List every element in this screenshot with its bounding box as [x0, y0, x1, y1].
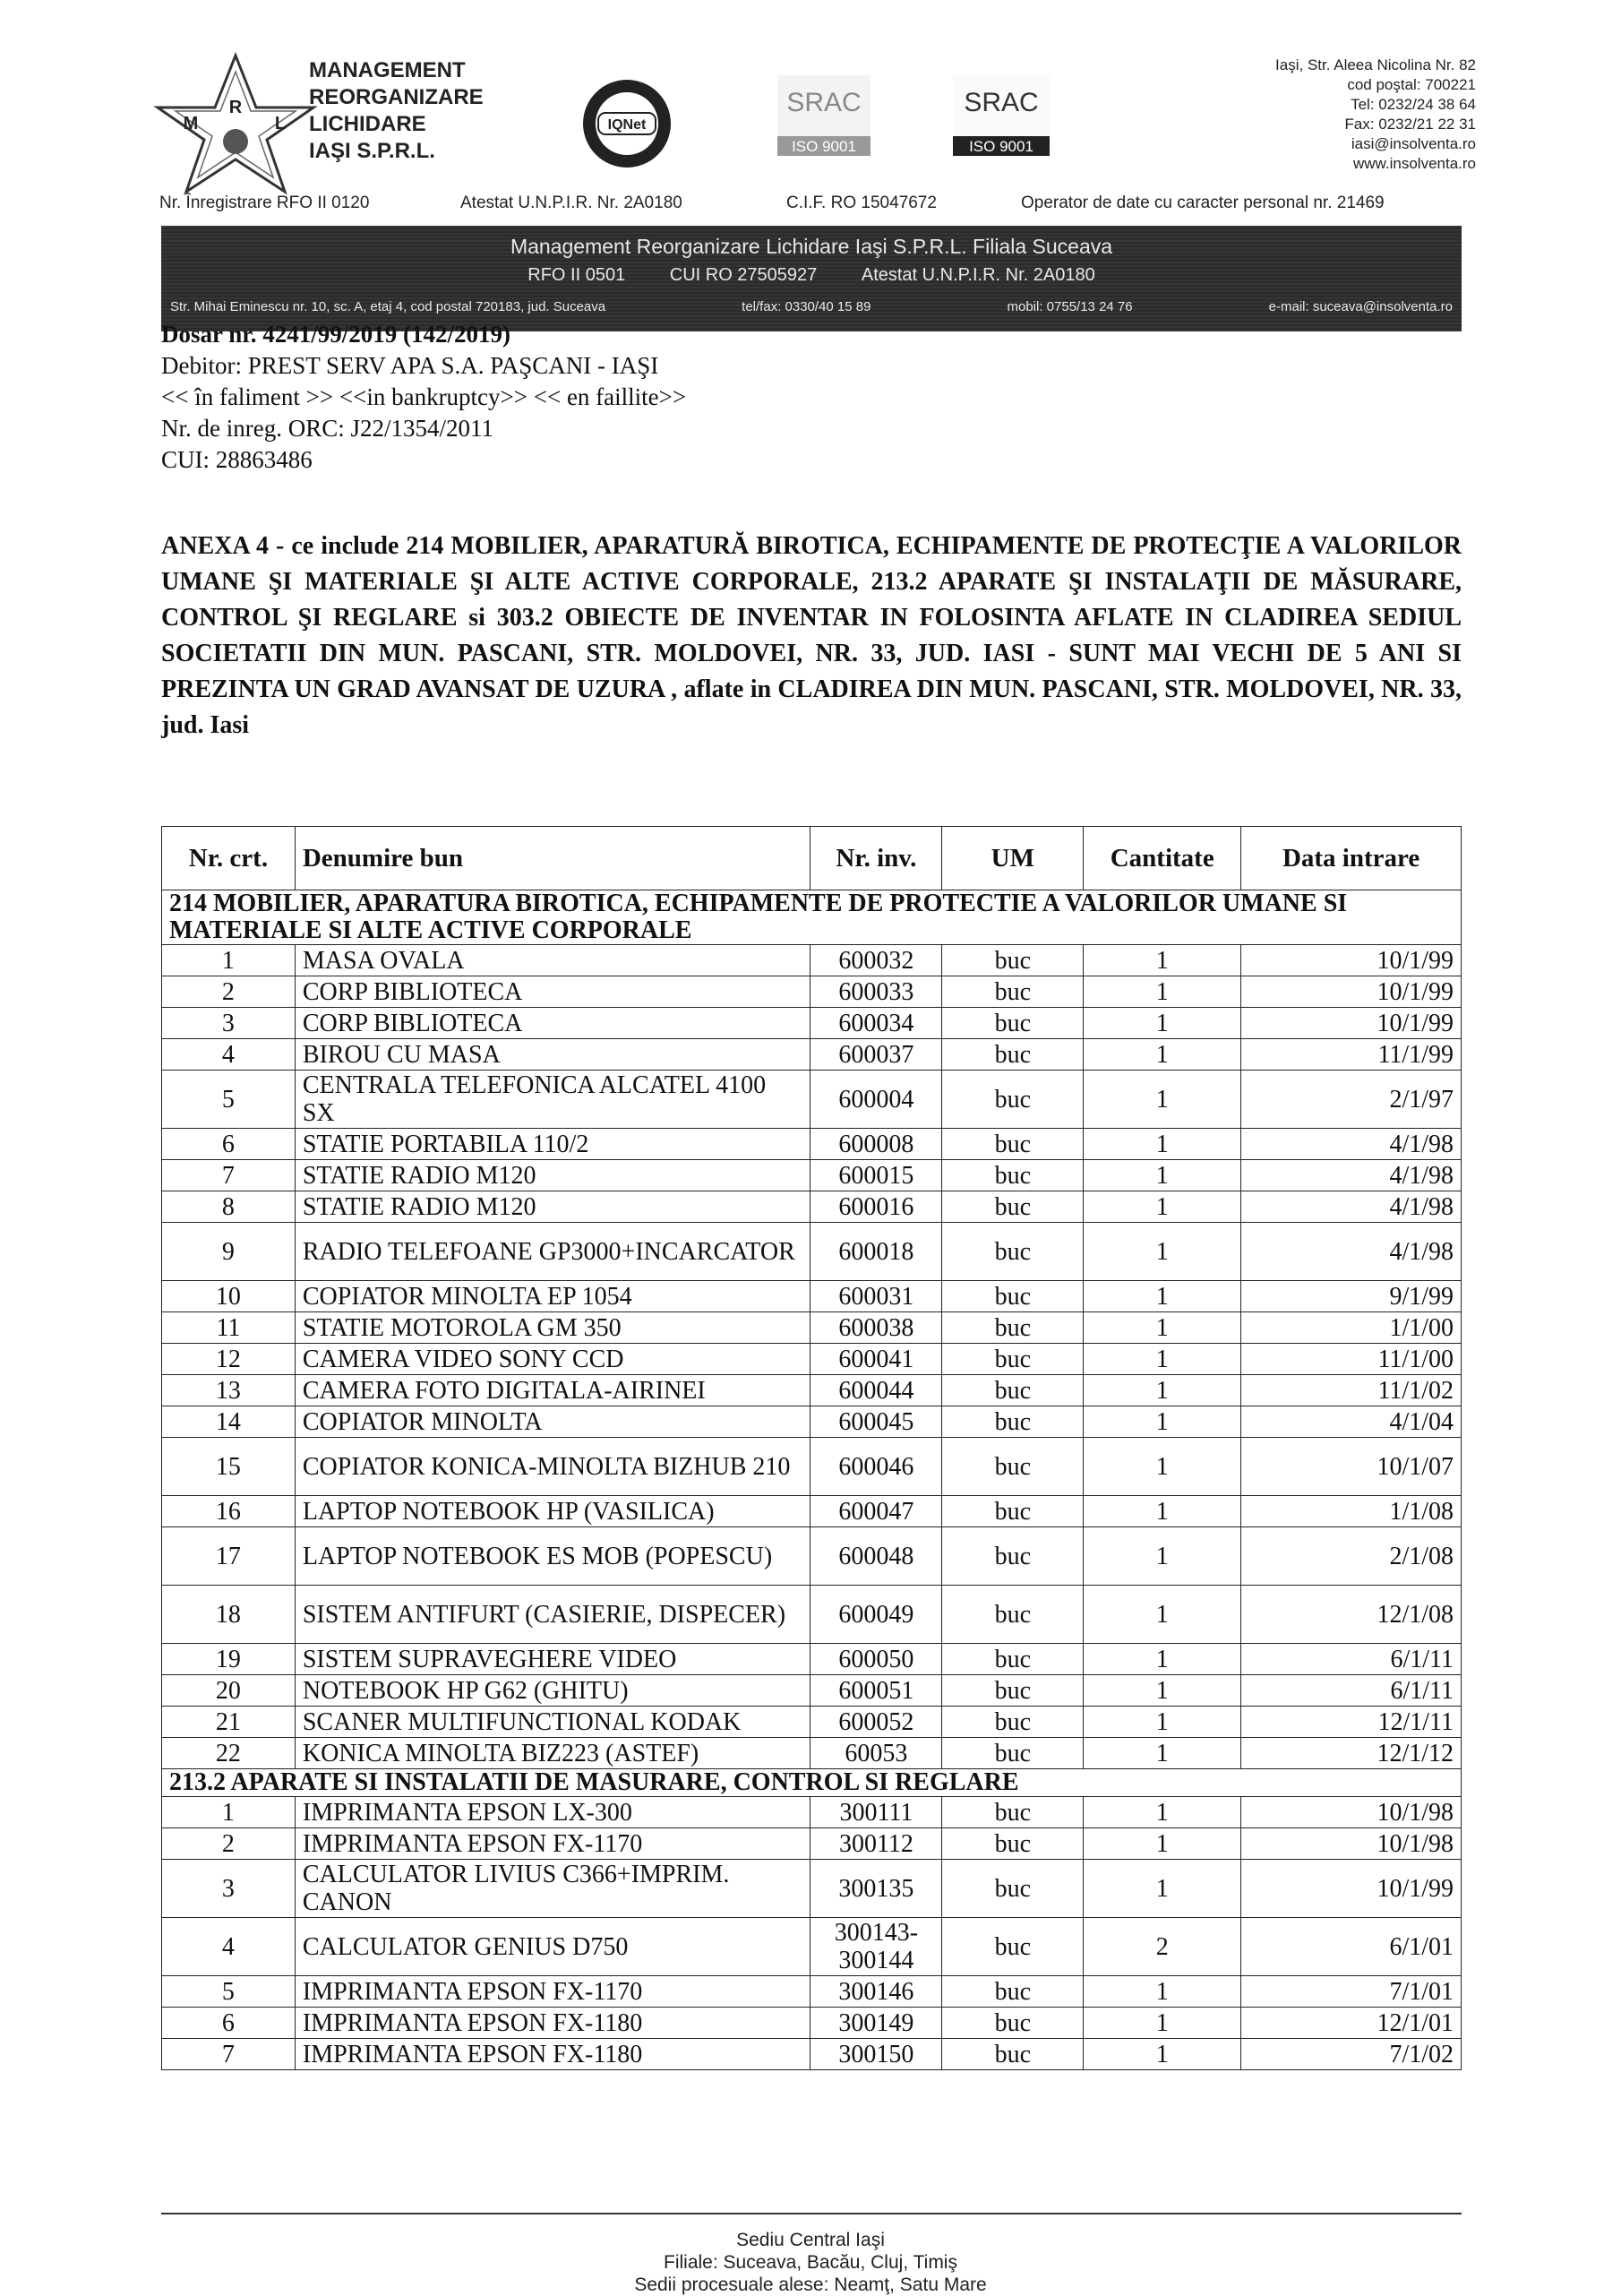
unit: buc	[942, 1039, 1084, 1071]
quantity: 2	[1084, 1918, 1241, 1976]
inventory-table	[161, 826, 1462, 2070]
quantity: 1	[1084, 1828, 1241, 1860]
company-line: MANAGEMENT	[309, 58, 466, 82]
entry-date: 6/1/01	[1241, 1918, 1462, 1976]
unit: buc	[942, 1191, 1084, 1223]
item-name: IMPRIMANTA EPSON LX-300	[295, 1797, 810, 1828]
quantity: 1	[1084, 1738, 1241, 1769]
table-row	[162, 1675, 1462, 1707]
entry-date: 4/1/98	[1241, 1160, 1462, 1191]
srac-cert-2	[953, 75, 1050, 156]
orc-number: Nr. de inreg. ORC: J22/1354/2011	[161, 415, 493, 442]
table-row	[162, 1312, 1462, 1344]
entry-date: 10/1/07	[1241, 1438, 1462, 1496]
row-number: 20	[162, 1675, 296, 1707]
table-row	[162, 1738, 1462, 1769]
row-number: 2	[162, 1828, 296, 1860]
entry-date: 7/1/02	[1241, 2039, 1462, 2070]
logo-letter-m: M	[183, 114, 199, 133]
footer-line: Filiale: Suceava, Bacău, Cluj, Timiş	[664, 2252, 957, 2273]
debitor: Debitor: PREST SERV APA S.A. PAŞCANI - IAŞI	[161, 352, 659, 379]
row-number: 21	[162, 1707, 296, 1738]
unit: buc	[942, 945, 1084, 976]
unit: buc	[942, 1738, 1084, 1769]
srac-cert-1	[777, 75, 871, 156]
item-name: COPIATOR MINOLTA	[295, 1406, 810, 1438]
inventory-number: 600048	[810, 1527, 942, 1586]
table-row	[162, 1918, 1462, 1976]
section-header-row	[162, 890, 1462, 945]
item-name: IMPRIMANTA EPSON FX-1180	[295, 2008, 810, 2039]
banner-mobil: mobil: 0755/13 24 76	[1007, 299, 1133, 314]
inventory-number: 600037	[810, 1039, 942, 1071]
banner-contact	[170, 299, 1453, 314]
unit: buc	[942, 1223, 1084, 1281]
item-name: IMPRIMANTA EPSON FX-1170	[295, 1976, 810, 2008]
inventory-number: 300150	[810, 2039, 942, 2070]
footer-line: Sediu Central Iaşi	[736, 2230, 885, 2250]
item-name: CAMERA VIDEO SONY CCD	[295, 1344, 810, 1375]
table-row	[162, 1008, 1462, 1039]
item-name: IMPRIMANTA EPSON FX-1170	[295, 1828, 810, 1860]
table-row	[162, 1160, 1462, 1191]
item-name: IMPRIMANTA EPSON FX-1180	[295, 2039, 810, 2070]
inventory-number: 300146	[810, 1976, 942, 2008]
entry-date: 10/1/98	[1241, 1797, 1462, 1828]
table-row	[162, 1527, 1462, 1586]
unit: buc	[942, 1438, 1084, 1496]
col-header-nr: Nr. crt.	[162, 827, 296, 890]
row-number: 1	[162, 1797, 296, 1828]
table-row	[162, 1129, 1462, 1160]
banner-cui: CUI RO 27505927	[669, 265, 818, 285]
entry-date: 12/1/01	[1241, 2008, 1462, 2039]
entry-date: 10/1/99	[1241, 1860, 1462, 1918]
unit: buc	[942, 1918, 1084, 1976]
table-row	[162, 1976, 1462, 2008]
banner-atestat: Atestat U.N.P.I.R. Nr. 2A0180	[861, 265, 1095, 285]
quantity: 1	[1084, 1496, 1241, 1527]
quantity: 1	[1084, 1008, 1241, 1039]
row-number: 15	[162, 1438, 296, 1496]
section-header-row	[162, 1769, 1462, 1797]
quantity: 1	[1084, 1281, 1241, 1312]
row-number: 19	[162, 1644, 296, 1675]
item-name: RADIO TELEFOANE GP3000+INCARCATOR	[295, 1223, 810, 1281]
contact-address	[1275, 56, 1476, 174]
row-number: 9	[162, 1223, 296, 1281]
row-number: 3	[162, 1860, 296, 1918]
unit: buc	[942, 1644, 1084, 1675]
unit: buc	[942, 1312, 1084, 1344]
unit: buc	[942, 2008, 1084, 2039]
quantity: 1	[1084, 976, 1241, 1008]
quantity: 1	[1084, 1071, 1241, 1129]
inventory-number: 600033	[810, 976, 942, 1008]
unit: buc	[942, 1406, 1084, 1438]
unit: buc	[942, 1375, 1084, 1406]
item-name: CORP BIBLIOTECA	[295, 976, 810, 1008]
inventory-number: 300111	[810, 1797, 942, 1828]
table-row	[162, 945, 1462, 976]
svg-text:SRAC: SRAC	[964, 88, 1039, 117]
quantity: 1	[1084, 1527, 1241, 1586]
entry-date: 11/1/99	[1241, 1039, 1462, 1071]
svg-text:SRAC: SRAC	[786, 88, 862, 117]
svg-text:IQNet: IQNet	[607, 117, 647, 133]
row-number: 4	[162, 1918, 296, 1976]
unit: buc	[942, 1281, 1084, 1312]
unit: buc	[942, 2039, 1084, 2070]
row-number: 7	[162, 2039, 296, 2070]
quantity: 1	[1084, 2039, 1241, 2070]
quantity: 1	[1084, 1375, 1241, 1406]
table-row	[162, 1071, 1462, 1129]
row-number: 4	[162, 1039, 296, 1071]
inventory-number: 600018	[810, 1223, 942, 1281]
entry-date: 10/1/99	[1241, 945, 1462, 976]
entry-date: 2/1/97	[1241, 1071, 1462, 1129]
unit: buc	[942, 1071, 1084, 1129]
table-row	[162, 1797, 1462, 1828]
inventory-number: 600051	[810, 1675, 942, 1707]
address-line: Tel: 0232/24 38 64	[1351, 96, 1476, 113]
inventory-number: 600052	[810, 1707, 942, 1738]
item-name: BIROU CU MASA	[295, 1039, 810, 1071]
row-number: 3	[162, 1008, 296, 1039]
table-row	[162, 1191, 1462, 1223]
inventory-number: 600016	[810, 1191, 942, 1223]
website-link[interactable]: www.insolventa.ro	[1352, 155, 1476, 172]
row-number: 8	[162, 1191, 296, 1223]
quantity: 1	[1084, 1039, 1241, 1071]
operator-number: Operator de date cu caracter personal nr. 21469	[1021, 193, 1385, 212]
entry-date: 11/1/02	[1241, 1375, 1462, 1406]
inventory-number: 600049	[810, 1586, 942, 1644]
quantity: 1	[1084, 1675, 1241, 1707]
quantity: 1	[1084, 1707, 1241, 1738]
table-row	[162, 1438, 1462, 1496]
inventory-number: 600034	[810, 1008, 942, 1039]
entry-date: 10/1/98	[1241, 1828, 1462, 1860]
table-row	[162, 1039, 1462, 1071]
quantity: 1	[1084, 1344, 1241, 1375]
unit: buc	[942, 1797, 1084, 1828]
entry-date: 1/1/08	[1241, 1496, 1462, 1527]
email-link[interactable]: iasi@insolventa.ro	[1351, 135, 1476, 152]
item-name: CAMERA FOTO DIGITALA-AIRINEI	[295, 1375, 810, 1406]
cif-number: C.I.F. RO 15047672	[786, 193, 937, 212]
unit: buc	[942, 1675, 1084, 1707]
inventory-number: 600041	[810, 1344, 942, 1375]
table-row	[162, 2039, 1462, 2070]
entry-date: 11/1/00	[1241, 1344, 1462, 1375]
quantity: 1	[1084, 1312, 1241, 1344]
inventory-number: 600031	[810, 1281, 942, 1312]
svg-text:ISO 9001: ISO 9001	[969, 138, 1033, 155]
entry-date: 4/1/98	[1241, 1191, 1462, 1223]
inventory-number: 600044	[810, 1375, 942, 1406]
logo-letter-r: R	[228, 98, 243, 117]
atestat-number: Atestat U.N.P.I.R. Nr. 2A0180	[460, 193, 682, 212]
unit: buc	[942, 1976, 1084, 2008]
inventory-number: 600050	[810, 1644, 942, 1675]
col-header-name: Denumire bun	[295, 827, 810, 890]
dosar-number: Dosar nr. 4241/99/2019 (142/2019)	[161, 321, 511, 348]
entry-date: 6/1/11	[1241, 1644, 1462, 1675]
table-row	[162, 1828, 1462, 1860]
quantity: 1	[1084, 1797, 1241, 1828]
banner-email[interactable]: e-mail: suceava@insolventa.ro	[1268, 299, 1453, 314]
footer-line: Sedii procesuale alese: Neamţ, Satu Mare	[634, 2275, 987, 2295]
inventory-number: 600008	[810, 1129, 942, 1160]
inventory-number: 300112	[810, 1828, 942, 1860]
item-name: COPIATOR KONICA-MINOLTA BIZHUB 210	[295, 1438, 810, 1496]
row-number: 12	[162, 1344, 296, 1375]
item-name: SCANER MULTIFUNCTIONAL KODAK	[295, 1707, 810, 1738]
company-line: LICHIDARE	[309, 112, 426, 136]
table-row	[162, 2008, 1462, 2039]
item-name: CENTRALA TELEFONICA ALCATEL 4100 SX	[295, 1071, 810, 1129]
company-name	[309, 57, 484, 165]
entry-date: 12/1/11	[1241, 1707, 1462, 1738]
banner-telfax: tel/fax: 0330/40 15 89	[742, 299, 871, 314]
col-header-inv: Nr. inv.	[810, 827, 942, 890]
item-name: STATIE RADIO M120	[295, 1160, 810, 1191]
row-number: 7	[162, 1160, 296, 1191]
row-number: 22	[162, 1738, 296, 1769]
table-row	[162, 1344, 1462, 1375]
row-number: 17	[162, 1527, 296, 1586]
inventory-number: 600004	[810, 1071, 942, 1129]
entry-date: 6/1/11	[1241, 1675, 1462, 1707]
row-number: 2	[162, 976, 296, 1008]
quantity: 1	[1084, 2008, 1241, 2039]
reg-number: Nr. Înregistrare RFO II 0120	[159, 193, 370, 212]
item-name: CORP BIBLIOTECA	[295, 1008, 810, 1039]
entry-date: 2/1/08	[1241, 1527, 1462, 1586]
company-line: IAŞI S.P.R.L.	[309, 139, 435, 163]
item-name: STATIE RADIO M120	[295, 1191, 810, 1223]
quantity: 1	[1084, 1586, 1241, 1644]
inventory-number: 600045	[810, 1406, 942, 1438]
quantity: 1	[1084, 1644, 1241, 1675]
item-name: STATIE MOTOROLA GM 350	[295, 1312, 810, 1344]
row-number: 6	[162, 2008, 296, 2039]
row-number: 5	[162, 1071, 296, 1129]
unit: buc	[942, 1344, 1084, 1375]
annex-heading: ANEXA 4 - ce include 214 MOBILIER, APARATURĂ BIROTICA, ECHIPAMENTE DE PROTECŢIE A VALORILOR UMANE ŞI MATERIALE ŞI ALTE ACTIVE CORPORALE, 213.2 APARATE ŞI INSTALAŢII DE MĂSURARE, CONTROL ŞI REGLARE si 303.2 OBIECTE DE INVENTAR IN FOLOSINTA AFLATE IN CLADIREA SEDIUL SOCIETATII DIN MUN. PASCANI, STR. MOLDOVEI, NR. 33, JUD. IASI - SUNT MAI VECHI DE 5 ANI SI PREZINTA UN GRAD AVANSAT DE UZURA , aflate in CLADIREA DIN MUN. PASCANI, STR. MOLDOVEI, NR. 33, jud. Iasi	[161, 532, 1462, 739]
entry-date: 9/1/99	[1241, 1281, 1462, 1312]
quantity: 1	[1084, 945, 1241, 976]
row-number: 14	[162, 1406, 296, 1438]
item-name: COPIATOR MINOLTA EP 1054	[295, 1281, 810, 1312]
inventory-number: 600038	[810, 1312, 942, 1344]
footer-divider	[161, 2213, 1462, 2214]
row-number: 13	[162, 1375, 296, 1406]
item-name: LAPTOP NOTEBOOK HP (VASILICA)	[295, 1496, 810, 1527]
row-number: 1	[162, 945, 296, 976]
unit: buc	[942, 1586, 1084, 1644]
company-logo	[150, 52, 321, 195]
item-name: LAPTOP NOTEBOOK ES MOB (POPESCU)	[295, 1527, 810, 1586]
row-number: 16	[162, 1496, 296, 1527]
row-number: 18	[162, 1586, 296, 1644]
iqnet-cert-mark	[580, 77, 673, 170]
item-name: STATIE PORTABILA 110/2	[295, 1129, 810, 1160]
item-name: SISTEM ANTIFURT (CASIERIE, DISPECER)	[295, 1586, 810, 1644]
row-number: 11	[162, 1312, 296, 1344]
banner-title: Management Reorganizare Lichidare Iaşi S.P.R.L. Filiala Suceava	[510, 235, 1113, 258]
quantity: 1	[1084, 1223, 1241, 1281]
entry-date: 4/1/98	[1241, 1223, 1462, 1281]
quantity: 1	[1084, 1860, 1241, 1918]
item-name: CALCULATOR LIVIUS C366+IMPRIM. CANON	[295, 1860, 810, 1918]
item-name: NOTEBOOK HP G62 (GHITU)	[295, 1675, 810, 1707]
quantity: 1	[1084, 1160, 1241, 1191]
table-header-row	[162, 827, 1462, 890]
unit: buc	[942, 1129, 1084, 1160]
entry-date: 12/1/12	[1241, 1738, 1462, 1769]
inventory-number: 300149	[810, 2008, 942, 2039]
row-number: 6	[162, 1129, 296, 1160]
inventory-number: 300135	[810, 1860, 942, 1918]
address-line: cod poştal: 700221	[1347, 76, 1476, 93]
entry-date: 4/1/98	[1241, 1129, 1462, 1160]
inventory-number: 600047	[810, 1496, 942, 1527]
entry-date: 4/1/04	[1241, 1406, 1462, 1438]
banner-ids	[161, 265, 1462, 286]
col-header-date: Data intrare	[1241, 827, 1462, 890]
banner-address: Str. Mihai Eminescu nr. 10, sc. A, etaj 4, cod postal 720183, jud. Suceava	[170, 299, 606, 314]
table-row	[162, 1406, 1462, 1438]
inventory-number: 60053	[810, 1738, 942, 1769]
entry-date: 7/1/01	[1241, 1976, 1462, 2008]
dossier-info	[161, 319, 686, 476]
table-row	[162, 976, 1462, 1008]
entry-date: 1/1/00	[1241, 1312, 1462, 1344]
table-row	[162, 1496, 1462, 1527]
table-row	[162, 1375, 1462, 1406]
insolvency-status: << în faliment >> <<in bankruptcy>> << en faillite>>	[161, 383, 687, 410]
unit: buc	[942, 1008, 1084, 1039]
row-number: 5	[162, 1976, 296, 2008]
unit: buc	[942, 976, 1084, 1008]
row-number: 10	[162, 1281, 296, 1312]
address-line: Fax: 0232/21 22 31	[1344, 116, 1476, 133]
svg-text:ISO 9001: ISO 9001	[792, 138, 856, 155]
table-row	[162, 1707, 1462, 1738]
col-header-qty: Cantitate	[1084, 827, 1241, 890]
entry-date: 12/1/08	[1241, 1586, 1462, 1644]
unit: buc	[942, 1160, 1084, 1191]
quantity: 1	[1084, 1191, 1241, 1223]
banner-rfo: RFO II 0501	[527, 265, 626, 285]
cui-number: CUI: 28863486	[161, 446, 313, 473]
section-title: 213.2 APARATE SI INSTALATII DE MASURARE, CONTROL SI REGLARE	[162, 1769, 1462, 1797]
item-name: CALCULATOR GENIUS D750	[295, 1918, 810, 1976]
branch-banner	[161, 226, 1462, 331]
quantity: 1	[1084, 1129, 1241, 1160]
unit: buc	[942, 1496, 1084, 1527]
table-row	[162, 1860, 1462, 1918]
table-row	[162, 1281, 1462, 1312]
entry-date: 10/1/99	[1241, 1008, 1462, 1039]
col-header-um: UM	[942, 827, 1084, 890]
item-name: KONICA MINOLTA BIZ223 (ASTEF)	[295, 1738, 810, 1769]
unit: buc	[942, 1527, 1084, 1586]
inventory-number: 300143-300144	[810, 1918, 942, 1976]
item-name: MASA OVALA	[295, 945, 810, 976]
table-row	[162, 1586, 1462, 1644]
inventory-number: 600046	[810, 1438, 942, 1496]
unit: buc	[942, 1860, 1084, 1918]
footer	[0, 2229, 1621, 2296]
item-name: SISTEM SUPRAVEGHERE VIDEO	[295, 1644, 810, 1675]
inventory-number: 600015	[810, 1160, 942, 1191]
quantity: 1	[1084, 1438, 1241, 1496]
inventory-number: 600032	[810, 945, 942, 976]
table-row	[162, 1644, 1462, 1675]
unit: buc	[942, 1828, 1084, 1860]
company-line: REORGANIZARE	[309, 85, 484, 109]
section-title: 214 MOBILIER, APARATURA BIROTICA, ECHIPAMENTE DE PROTECTIE A VALORILOR UMANE SI MATERIALE SI ALTE ACTIVE CORPORALE	[162, 890, 1462, 945]
quantity: 1	[1084, 1976, 1241, 2008]
logo-letter-l: L	[274, 114, 287, 133]
unit: buc	[942, 1707, 1084, 1738]
quantity: 1	[1084, 1406, 1241, 1438]
entry-date: 10/1/99	[1241, 976, 1462, 1008]
table-row	[162, 1223, 1462, 1281]
address-line: Iaşi, Str. Aleea Nicolina Nr. 82	[1275, 56, 1476, 73]
